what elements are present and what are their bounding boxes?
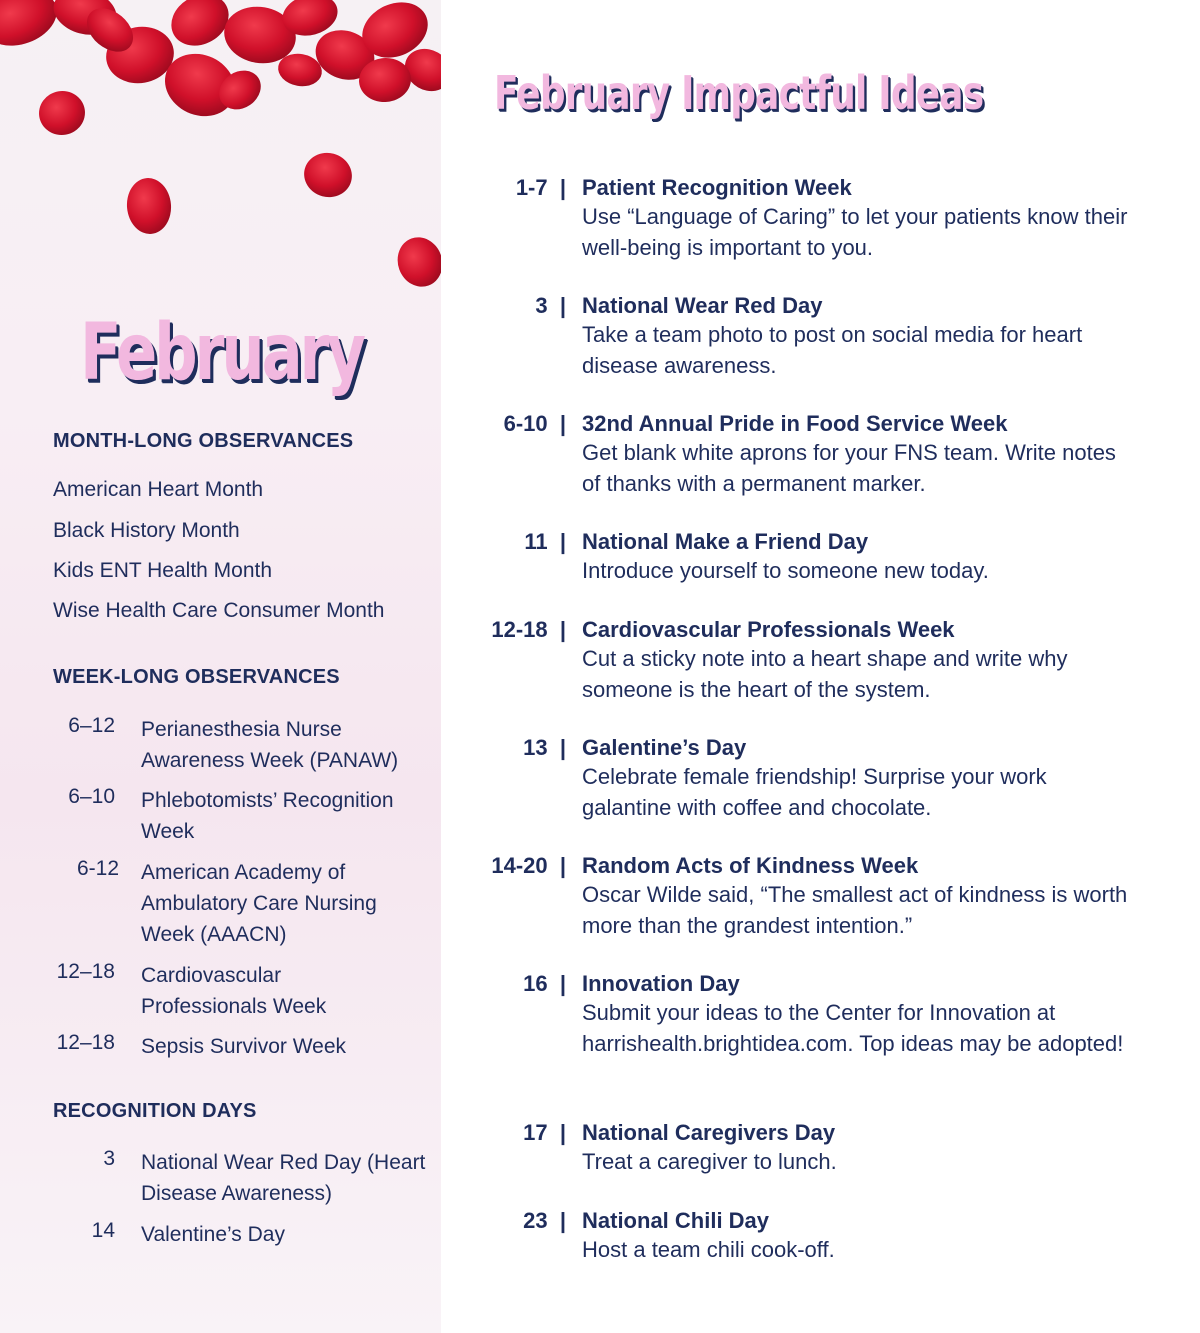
idea-date: 3 |: [535, 293, 566, 318]
idea-date: 17 |: [523, 1120, 566, 1145]
idea-name: 32nd Annual Pride in Food Service Week: [582, 411, 1008, 436]
observance-name: Perianesthesia Nurse Awareness Week (PANAW): [141, 718, 399, 772]
observance-date: 6–12: [68, 714, 115, 737]
idea-name: Cardiovascular Professionals Week: [582, 617, 955, 642]
idea-name: National Make a Friend Day: [582, 529, 869, 554]
idea-description: Get blank white aprons for your FNS team. Write notes of thanks with a permanent marker.: [582, 440, 1116, 496]
idea-description: Cut a sticky note into a heart shape and write why someone is the heart of the system.: [582, 646, 1068, 702]
rose-petals-image: [0, 0, 441, 300]
idea-description: Celebrate female friendship! Surprise your work galantine with coffee and chocolate.: [582, 764, 1047, 820]
idea-description: Introduce yourself to someone new today.: [582, 558, 989, 583]
observance-name: American Academy of Ambulatory Care Nursing Week (AAACN): [141, 861, 377, 946]
idea-date: 1-7 |: [515, 175, 566, 200]
recognition-date: 3: [103, 1147, 115, 1170]
idea-description: Oscar Wilde said, “The smallest act of kindness is worth more than the grandest intention.”: [582, 882, 1128, 938]
month-long-item: American Heart Month: [53, 478, 264, 501]
idea-date: 12-18 |: [491, 617, 566, 642]
recognition-name: National Wear Red Day (Heart Disease Awareness): [141, 1151, 426, 1205]
week-long-heading: WEEK-LONG OBSERVANCES: [53, 666, 340, 688]
idea-description: Take a team photo to post on social media for heart disease awareness.: [582, 322, 1083, 378]
observance-date: 12–18: [56, 960, 115, 983]
recognition-name: Valentine’s Day: [141, 1223, 285, 1246]
idea-date: 23 |: [523, 1208, 566, 1233]
idea-description: Host a team chili cook-off.: [582, 1237, 835, 1262]
idea-date: 11 |: [524, 529, 566, 554]
idea-name: Patient Recognition Week: [582, 175, 852, 200]
month-long-item: Kids ENT Health Month: [53, 559, 273, 582]
month-long-item: Wise Health Care Consumer Month: [53, 599, 385, 622]
idea-description: Submit your ideas to the Center for Innovation at harrishealth.brightidea.com. Top ideas may be adopted!: [582, 1000, 1124, 1056]
idea-description: Use “Language of Caring” to let your patients know their well-being is important to you.: [582, 204, 1128, 260]
idea-date: 16 |: [523, 971, 566, 996]
observance-date: 6-12: [76, 857, 119, 880]
idea-name: Innovation Day: [582, 971, 740, 996]
month-long-heading: MONTH-LONG OBSERVANCES: [53, 430, 354, 452]
recognition-date: 14: [91, 1219, 115, 1242]
month-long-item: Black History Month: [53, 519, 240, 542]
recognition-days-heading: RECOGNITION DAYS: [53, 1100, 257, 1122]
idea-name: Random Acts of Kindness Week: [582, 853, 919, 878]
observance-name: Sepsis Survivor Week: [141, 1035, 347, 1058]
observance-date: 6–10: [68, 785, 115, 808]
idea-date: 13 |: [523, 735, 566, 760]
idea-date: 6-10 |: [503, 411, 566, 436]
month-title: February: [79, 308, 363, 398]
idea-date: 14-20 |: [491, 853, 566, 878]
idea-name: National Caregivers Day: [582, 1120, 836, 1145]
observance-date: 12–18: [56, 1031, 115, 1054]
sidebar: [0, 0, 441, 1333]
page-title: February Impactful Ideas: [494, 66, 984, 120]
idea-name: Galentine’s Day: [582, 735, 747, 760]
observance-name: Cardiovascular Professionals Week: [141, 964, 327, 1018]
observance-name: Phlebotomists’ Recognition Week: [141, 789, 394, 843]
idea-name: National Wear Red Day: [582, 293, 823, 318]
idea-name: National Chili Day: [582, 1208, 770, 1233]
idea-description: Treat a caregiver to lunch.: [582, 1149, 837, 1174]
